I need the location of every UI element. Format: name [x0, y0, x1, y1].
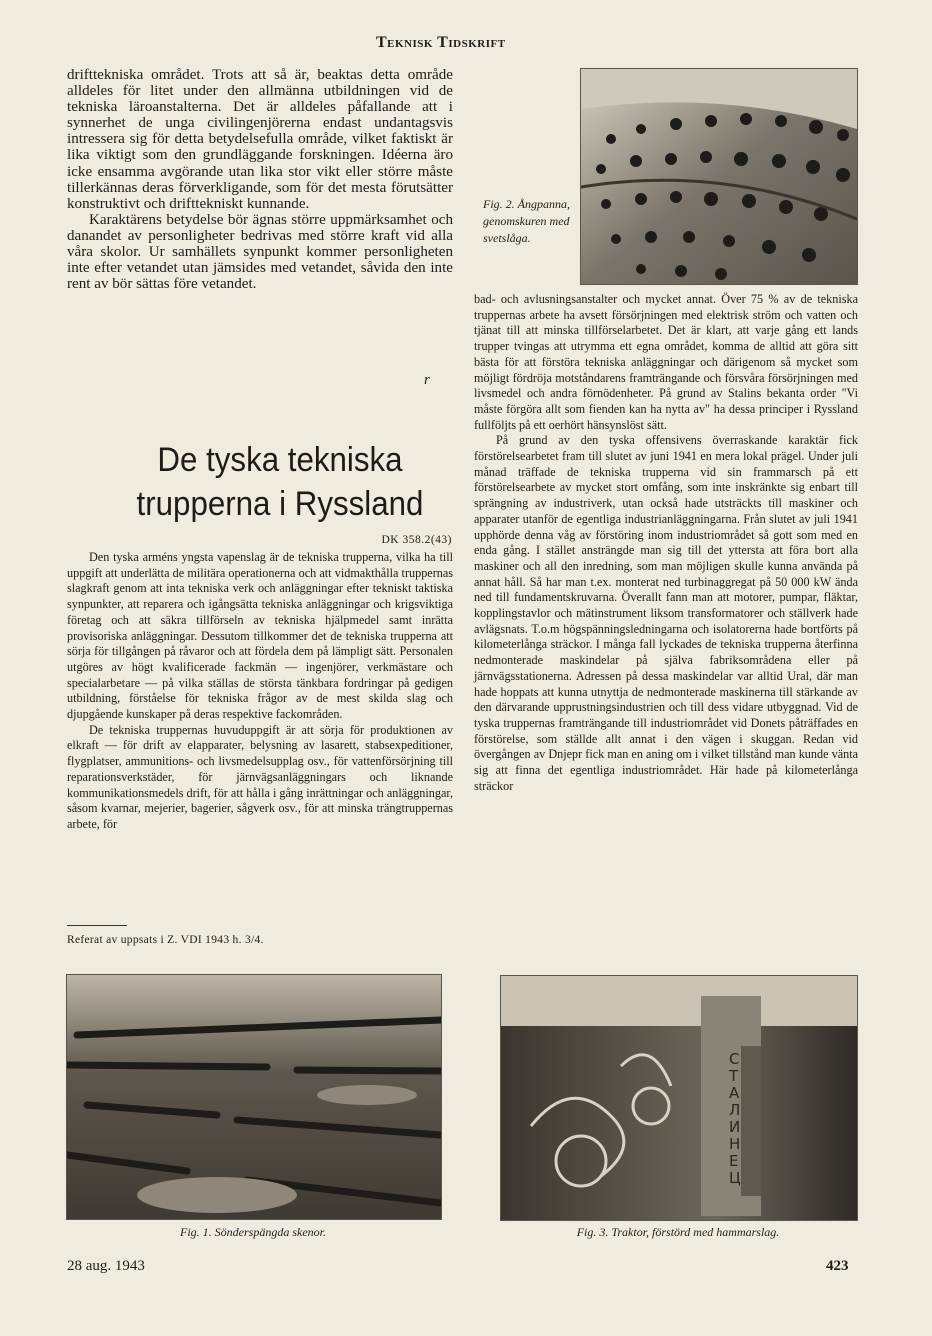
article-title-line-2: trupperna i Ryssland: [136, 485, 424, 523]
footnote: Referat av uppsats i Z. VDI 1943 h. 3/4.: [67, 934, 264, 946]
article-title-line-1: De tyska tekniska: [157, 441, 403, 479]
fig3-stalinets-sign: СТАЛИНЕЦ: [729, 1050, 741, 1187]
fig1-caption: Fig. 1. Sönderspängda skenor.: [180, 1225, 326, 1239]
intro-text: [67, 67, 453, 292]
intro-end-mark: r: [424, 372, 430, 388]
left-paragraph-1: Den tyska arméns yngsta vapenslag är de tekniska trupperna, vilka ha till uppgift att underlätta de militära operationerna och att vidmakthålla truppernas slagkraft genom att inta tekniska verk och anläggningar efter tekniskt taktiska synpunkter, att reparera och igångsätta tekniska anläggningar och krigsviktiga företag och att säkra tillförseln av tekniska hjälpmedel samt inrätta provisoriska anläggningar. Dessutom tillkommer det de tekniska trupperna att sörja för tillgången på råvaror och att fördela dem på lämpligt sätt. Personalen utgöres av högt kvalificerade fackmän — ingenjörer, verkmästare och specialarbetare — på vilka ställas de största tänkbara fordringar på gedigen utbildning, förståelse för tekniska frågor av de mest skilda slag och djupgående kunskaper på deras respektive fackområden.: [67, 550, 453, 722]
fig2-caption: Fig. 2. Ångpanna, genomskuren med svetslåga.: [483, 197, 570, 245]
fig2-photo: [580, 68, 858, 285]
footnote-rule: [67, 925, 127, 926]
dk-classification: DK 358.2(43): [381, 534, 452, 546]
intro-paragraph-2: Karaktärens betydelse bör ägnas större uppmärksamhet och danandet av personligheter bedrivas med större kraft vid alla våra skolor. Ur samhällets synpunkt kommer personligheten inte efter vetandet utan jämsides med vetandet, såvida den inte rent av bör sättas före vetandet.: [67, 211, 453, 293]
left-paragraph-2: De tekniska truppernas huvuduppgift är att sörja för produktionen av elkraft — för drift av elapparater, belysning av lasarett, stabsexpeditioner, flygplatser, ammunitions- och livsmedelsupplag osv., för vattenförsörjning till reparationsverkstäder, för järnvägsanläggningars och liknande kommunikationsmedels drift, för att hålla i gång inrättningar och anläggningar, såsom kvarnar, mejerier, bagerier, sågverk osv., för att minska trängtruppernas arbete, för: [67, 722, 453, 831]
fig3-photo: [500, 975, 858, 1221]
article-right-column: [474, 292, 858, 795]
fig3-caption: Fig. 3. Traktor, förstörd med hammarslag.: [576, 1225, 780, 1239]
fig2-boiler-image: [581, 69, 857, 284]
journal-running-head: Teknisk Tidskrift: [376, 34, 506, 51]
article-title: [100, 438, 460, 526]
right-paragraph-2: På grund av den tyska offensivens överraskande karaktär fick förstörelsearbetet fram till slutet av juni 1941 en mera lokal prägel. Under juli månad träffade de tekniska trupperna vid sin frammarsch på ett förstörelsearbete av mycket stort omfång, som inte inskränkte sig enbart till sprängning av industriverk, utan också hade utsträckts till maskiner och apparater utanför de egentliga industrianläggningarna. Från slutet av juli 1941 upphörde denna våg av förstöring inom industriområdet så gott som med en enda gång. I stället ansträngde man sig till det yttersta att föra bort alla maskiner och all den inredning, som man möjligen skulle kunna använda på annat håll. Så har man t.ex. monterat ned turbinaggregat på 50 000 kW ända ned till fundamentskruvarna. Överallt fann man att motorer, pumpar, fläktar, kopplingstavlor och mätinstrument liksom transformatorer och ställverk hade avlägsnats. T.o.m högspänningsledningarna och isolatorerna hade bortförts på kilometerlånga sträckor. I många fall lyckades de tekniska trupperna återfinna nedmonterade maskindelar på själva fabriksområdena eller på järnvägsstationerna. Adressen på dessa maskindelar var alltid Ural, där man hade hoppats att kunna utnyttja de nedmonterade maskinerna till stärkande av den därvarande upprustningsindustrien och till dess vidare utbyggnad. Vid de tyska truppernas framträngande till industriområdet vid Donets påträffades en förstörelse, som ställde allt annat i den vägen i skuggan. Redan vid övergången av Dnjepr fick man en aning om i vilket tillstånd man kunde vänta sig att finna det egentliga industriområdet. Här hade på kilometerlånga sträckor: [474, 433, 858, 793]
article-left-column: [67, 550, 453, 833]
fig3-tractor-image: [501, 976, 857, 1220]
page-number: 423: [826, 1258, 849, 1274]
fig1-photo: [66, 974, 442, 1220]
issue-date: 28 aug. 1943: [67, 1258, 145, 1274]
fig1-rails-image: [67, 975, 441, 1219]
right-paragraph-1: bad- och avlusningsanstalter och mycket annat. Över 75 % av de tekniska truppernas arbete ha avsett försörjningen med elektrisk ström och vatten och tjänat till att minska tillförselarbetet. Det är klart, att varje gång ett lands trupper tvingas att utrymma ett egna området, komma de alltid att göra sitt bästa för att förstöra tekniska anläggningar och därigenom så mycket som möjligt fördröja motståndarens framträngande och försvåra försörjningen med livsmedel och andra förnödenheter. På grund av Stalins bekanta order "Vi måste förgöra allt som fienden kan ha nytta av" ha dessa principer i Ryssland fullföljts på ett oerhört hänsynslöst sätt.: [474, 292, 858, 432]
intro-paragraph-1: drifttekniska området. Trots att så är, beaktas detta område alldeles för litet under den allmänna utbildningen vid de tekniska läroanstalterna. Det är alldeles påfallande att i synnerhet de unga civilingenjörerna endast undantagsvis intressera sig för detta betydelsefulla område, vilket faktiskt är lika viktigt som den grundläggande forskningen. Idéerna äro icke ensamma avgörande utan lika stor vikt eller större måste tillerkännas deras förverkligande, som för det mesta förutsätter konstruktivt och drifttekniskt kunnande.: [67, 67, 453, 212]
